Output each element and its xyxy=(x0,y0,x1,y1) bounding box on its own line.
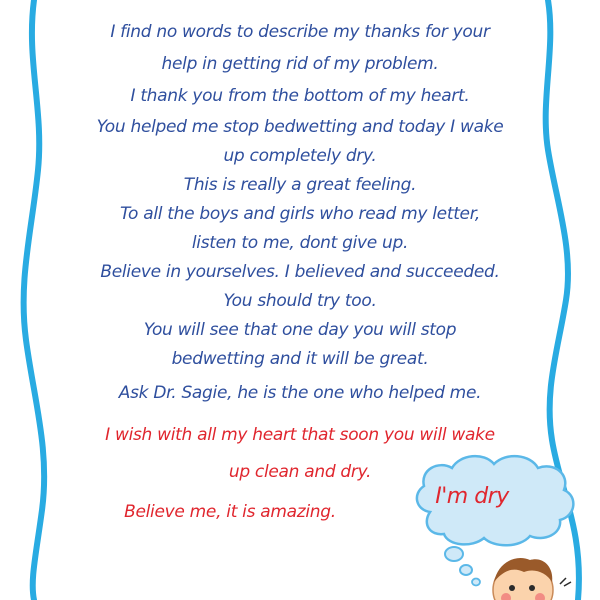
letter-line-11: You will see that one day you will stop xyxy=(143,320,457,340)
bubble-text: I'm dry xyxy=(435,484,509,509)
thought-dot-large xyxy=(445,547,463,561)
waving-hand xyxy=(560,578,571,586)
letter-line-10: You should try too. xyxy=(223,291,377,311)
letter-line-12: bedwetting and it will be great. xyxy=(171,349,429,369)
thought-dot-medium xyxy=(460,565,472,575)
letter-line-6: This is really a great feeling. xyxy=(183,175,417,195)
letter-red-line-1: I wish with all my heart that soon you will wake xyxy=(105,425,495,445)
letter-line-2: help in getting rid of my problem. xyxy=(161,54,439,74)
letter-line-1: I find no words to describe my thanks for your xyxy=(110,22,490,42)
letter-line-13: Ask Dr. Sagie, he is the one who helped me. xyxy=(118,383,482,403)
child-face xyxy=(493,558,553,600)
letter-red-line-3: Believe me, it is amazing. xyxy=(124,502,336,522)
letter-line-5: up completely dry. xyxy=(223,146,377,166)
letter-line-4: You helped me stop bedwetting and today I wake xyxy=(96,117,504,137)
thought-bubble-illustration xyxy=(408,450,588,600)
letter-line-8: listen to me, dont give up. xyxy=(191,233,409,253)
letter-red-line-2: up clean and dry. xyxy=(228,462,372,482)
letter-line-9: Believe in yourselves. I believed and succeeded. xyxy=(100,262,500,282)
letter-line-7: To all the boys and girls who read my letter, xyxy=(120,204,480,224)
letter-line-3: I thank you from the bottom of my heart. xyxy=(130,86,470,106)
thought-dot-small xyxy=(472,579,480,586)
